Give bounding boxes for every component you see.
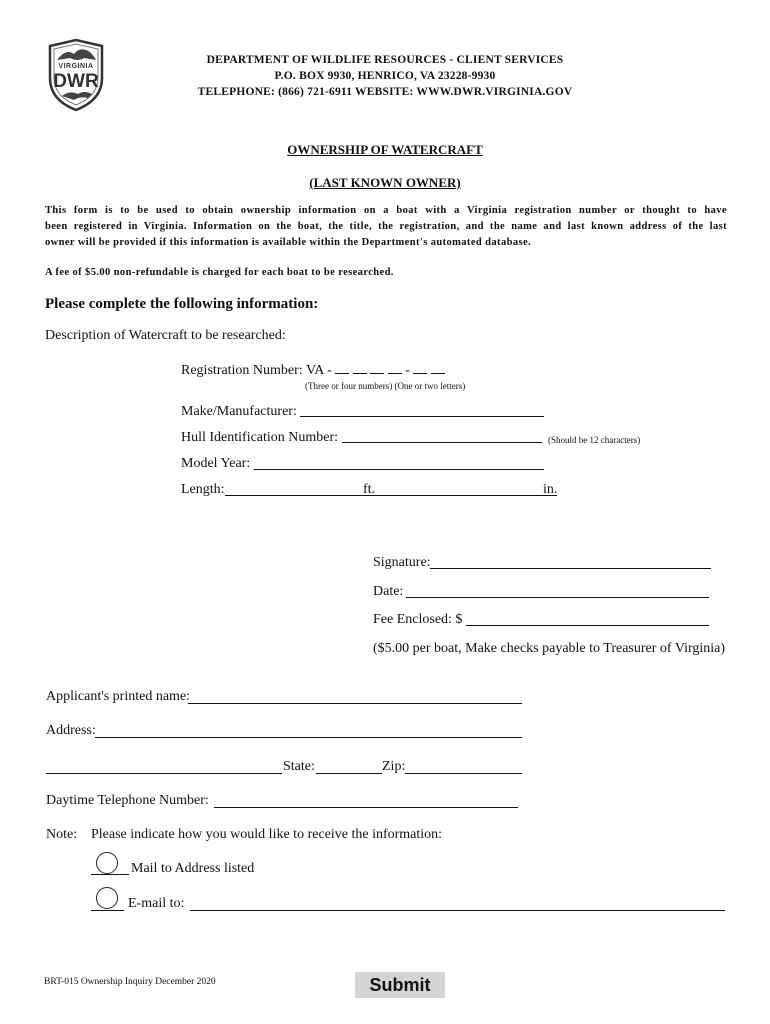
email-option-line <box>91 910 124 911</box>
registration-row <box>181 363 445 379</box>
model-year-input[interactable] <box>254 469 544 470</box>
registration-digit-2[interactable] <box>353 373 367 374</box>
registration-digit-3[interactable] <box>370 373 384 374</box>
logo-state-text: VIRGINIA <box>58 63 94 70</box>
city-input[interactable] <box>46 773 282 774</box>
fee-notice: A fee of $5.00 non-refundable is charged for each boat to be researched. <box>45 267 394 278</box>
applicant-name-input[interactable] <box>188 703 522 704</box>
fee-enclosed-input[interactable] <box>466 625 709 626</box>
intro-line-2: been registered in Virginia. Information on the boat, the title, the registration, and the name and last known address of the last <box>45 221 727 232</box>
section-heading: Please complete the following information: <box>45 296 319 312</box>
note-label: Note: <box>46 827 78 842</box>
phone-label: Daytime Telephone Number: <box>46 793 209 808</box>
length-in-label: in. <box>543 482 558 497</box>
registration-dash: - <box>405 363 410 378</box>
make-label: Make/Manufacturer: <box>181 404 297 419</box>
registration-letter-1[interactable] <box>413 373 427 374</box>
note-text: Please indicate how you would like to receive the information: <box>91 827 443 842</box>
signature-label: Signature: <box>373 555 431 570</box>
length-input[interactable] <box>225 495 557 496</box>
intro-line-1: This form is to be used to obtain ownership information on a boat with a Virginia registration number or thought to have <box>45 205 727 216</box>
mail-option-radio[interactable] <box>96 852 118 874</box>
registration-digit-1[interactable] <box>335 373 349 374</box>
hull-hint: (Should be 12 characters) <box>548 435 641 445</box>
signature-input[interactable] <box>430 568 711 569</box>
hull-input[interactable] <box>342 442 542 443</box>
mail-option-line <box>91 874 129 875</box>
model-year-label: Model Year: <box>181 456 251 471</box>
submit-button[interactable]: Submit <box>355 972 445 998</box>
date-input[interactable] <box>406 597 709 598</box>
intro-line-3: owner will be provided if this information is available within the Department's automated database. <box>45 237 532 248</box>
header-department: DEPARTMENT OF WILDLIFE RESOURCES - CLIENT SERVICES <box>206 54 564 66</box>
zip-input[interactable] <box>405 773 522 774</box>
make-input[interactable] <box>300 416 544 417</box>
form-id: BRT-015 Ownership Inquiry December 2020 <box>44 977 216 987</box>
logo-org-text: DWR <box>53 71 99 92</box>
hull-label: Hull Identification Number: <box>181 430 339 445</box>
state-label: State: <box>283 759 315 774</box>
registration-digit-4[interactable] <box>388 373 402 374</box>
form-title: OWNERSHIP OF WATERCRAFT <box>287 142 483 157</box>
dwr-logo <box>44 38 108 112</box>
length-label: Length: <box>181 482 225 497</box>
header-address: P.O. BOX 9930, HENRICO, VA 23228-9930 <box>274 70 496 82</box>
form-subtitle: (LAST KNOWN OWNER) <box>309 175 461 190</box>
fee-enclosed-label: Fee Enclosed: $ <box>373 612 463 627</box>
fee-instructions: ($5.00 per boat, Make checks payable to Treasurer of Virginia) <box>373 641 726 656</box>
mail-option-label: Mail to Address listed <box>131 861 255 876</box>
email-option-radio[interactable] <box>96 887 118 909</box>
registration-label: Registration Number: VA - <box>181 363 332 378</box>
registration-letter-2[interactable] <box>431 373 445 374</box>
zip-label: Zip: <box>382 759 406 774</box>
phone-input[interactable] <box>214 807 518 808</box>
length-ft-label: ft. <box>363 482 376 497</box>
registration-hint: (Three or four numbers) (One or two letters) <box>305 381 466 391</box>
address-label: Address: <box>46 723 96 738</box>
description-label: Description of Watercraft to be researched: <box>45 328 286 343</box>
applicant-name-label: Applicant's printed name: <box>46 689 191 704</box>
date-label: Date: <box>373 584 404 599</box>
state-input[interactable] <box>316 773 382 774</box>
address-input[interactable] <box>95 737 522 738</box>
email-input[interactable] <box>190 910 725 911</box>
email-option-label: E-mail to: <box>128 896 185 911</box>
header-contact: TELEPHONE: (866) 721-6911 WEBSITE: WWW.DWR.VIRGINIA.GOV <box>197 86 573 98</box>
